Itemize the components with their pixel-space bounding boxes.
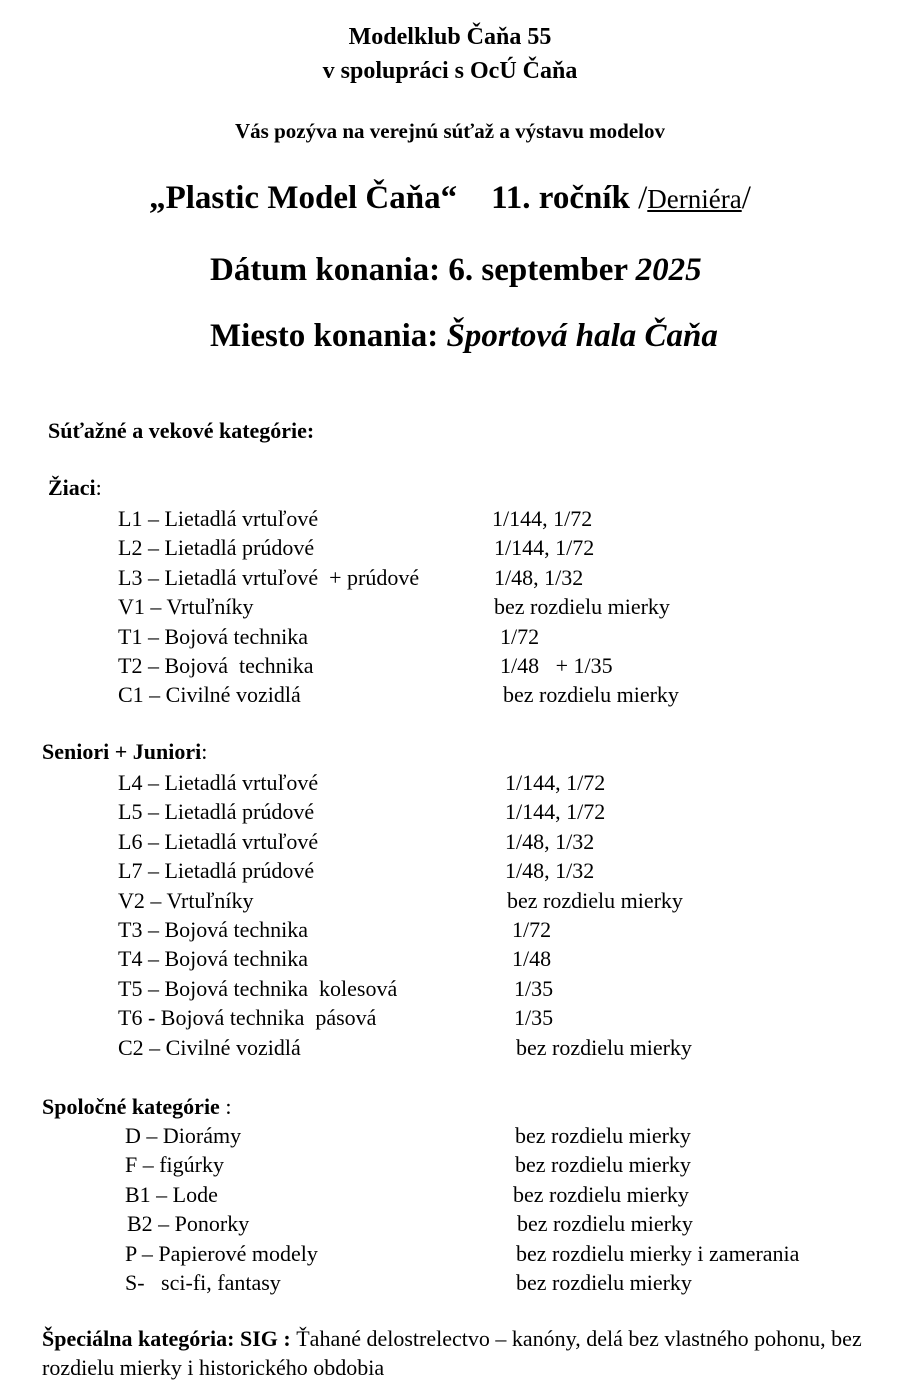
category-scale: 1/144, 1/72 — [505, 770, 606, 795]
edition-note: Derniéra — [647, 184, 742, 214]
special-category-text: Ťahané delostrelectvo – kanóny, delá bez vlastného pohonu, bez rozdielu mierky i historického obdobia — [42, 1326, 862, 1380]
category-scale: bez rozdielu mierky — [517, 1211, 693, 1237]
category-scale: 1/48, 1/32 — [505, 858, 595, 884]
category-name: L7 – Lietadlá prúdové — [118, 858, 315, 884]
place-label: Miesto konania: — [210, 318, 439, 354]
group-title — [42, 738, 207, 766]
event-title-line: „Plastic Model Čaňa“ 11. ročník /Derniéra/ — [149, 180, 751, 216]
category-scale: 1/144, 1/72 — [505, 799, 606, 825]
event-title: „Plastic Model Čaňa“ — [149, 180, 458, 216]
category-scale: 1/35 — [514, 975, 554, 1001]
group-title-text: Spoločné kategórie — [42, 1094, 220, 1119]
category-name: S- sci-fi, fantasy — [125, 1270, 281, 1295]
category-scale: 1/48 + 1/35 — [500, 653, 613, 678]
category-scale: 1/72 — [512, 917, 552, 942]
category-name: L4 – Lietadlá vrtuľové — [118, 770, 319, 795]
category-scale: 1/35 — [514, 1005, 554, 1031]
category-scale: bez rozdielu mierky — [513, 1181, 689, 1207]
category-name: L3 – Lietadlá vrtuľové + prúdové — [118, 564, 420, 590]
category-name: T4 – Bojová technika — [118, 946, 309, 972]
category-scale: 1/144, 1/72 — [492, 506, 593, 531]
group-title-suffix: : — [95, 475, 102, 500]
category-name: C1 – Civilné vozidlá — [118, 682, 301, 708]
category-scale: bez rozdielu mierky — [516, 1270, 692, 1295]
category-name: V1 – Vrtuľníky — [118, 594, 254, 620]
category-name: F – figúrky — [125, 1152, 224, 1178]
category-name: T5 – Bojová technika kolesová — [118, 975, 398, 1001]
categories-heading: Súťažné a vekové kategórie: — [48, 418, 315, 443]
edition: 11. ročník — [491, 180, 630, 216]
category-scale: bez rozdielu mierky — [515, 1123, 691, 1148]
category-scale: bez rozdielu mierky — [507, 887, 683, 913]
category-name: P – Papierové modely — [125, 1240, 318, 1266]
category-scale: 1/48, 1/32 — [494, 564, 584, 590]
category-name: T1 – Bojová technika — [118, 623, 309, 649]
category-scale: bez rozdielu mierky — [503, 682, 679, 708]
category-scale: 1/48, 1/32 — [505, 828, 595, 854]
category-name: C2 – Civilné vozidlá — [118, 1034, 301, 1060]
category-name: L6 – Lietadlá vrtuľové — [118, 828, 319, 854]
category-name: L1 – Lietadlá vrtuľové — [118, 506, 319, 531]
category-scale: 1/48 — [512, 946, 552, 972]
date-label: Dátum konania: 6. september — [210, 252, 628, 288]
invitation-line: Vás pozýva na verejnú súťaž a výstavu modelov — [235, 119, 665, 143]
category-scale: 1/72 — [500, 623, 540, 649]
group-title — [48, 474, 102, 502]
category-name: B2 – Ponorky — [127, 1211, 250, 1237]
category-name: B1 – Lode — [125, 1181, 218, 1207]
cooperation-line: v spolupráci s OcÚ Čaňa — [322, 58, 578, 84]
category-scale: bez rozdielu mierky — [494, 594, 670, 620]
group-title — [42, 1093, 231, 1121]
category-name: T2 – Bojová technika — [118, 653, 314, 678]
category-scale: bez rozdielu mierky — [516, 1034, 692, 1060]
group-title-suffix: : — [201, 739, 208, 764]
event-date — [210, 250, 702, 290]
category-name: D – Diorámy — [125, 1123, 242, 1148]
special-category — [42, 1324, 872, 1382]
category-scale: bez rozdielu mierky i zamerania — [516, 1240, 800, 1266]
place-value: Športová hala Čaňa — [446, 318, 718, 354]
category-name: L2 – Lietadlá prúdové — [118, 535, 315, 561]
group-title-text: Seniori + Juniori — [42, 739, 202, 764]
category-name: T3 – Bojová technika — [118, 917, 309, 942]
category-scale: 1/144, 1/72 — [494, 535, 595, 561]
category-name: L5 – Lietadlá prúdové — [118, 799, 315, 825]
club-name: Modelklub Čaňa 55 — [348, 24, 552, 50]
category-scale: bez rozdielu mierky — [515, 1152, 691, 1178]
group-title-suffix: : — [219, 1094, 232, 1119]
special-category-label: Špeciálna kategória: SIG : — [42, 1326, 291, 1351]
category-name: T6 - Bojová technika pásová — [118, 1005, 377, 1031]
date-year: 2025 — [635, 252, 702, 288]
group-title-text: Žiaci — [48, 475, 96, 500]
category-name: V2 – Vrtuľníky — [118, 887, 254, 913]
event-place — [210, 316, 718, 356]
